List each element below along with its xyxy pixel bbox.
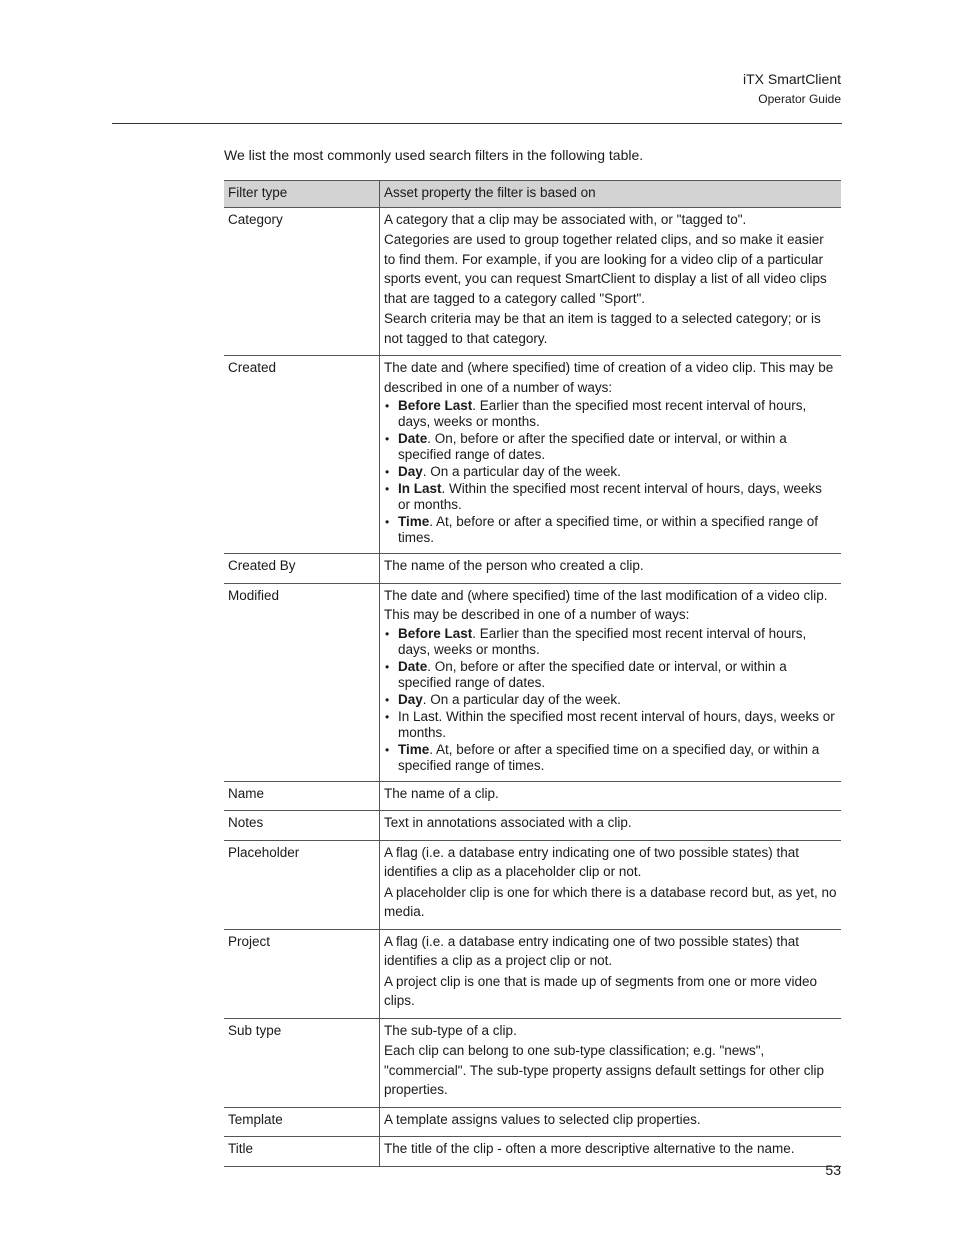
bullet-item: [384, 514, 837, 546]
filter-type-cell: Created: [224, 356, 380, 554]
filter-type-cell: Notes: [224, 811, 380, 841]
filter-type-cell: Name: [224, 781, 380, 811]
bullet-item: [384, 398, 837, 430]
filter-description-cell: [380, 554, 842, 584]
description-paragraph: Search criteria may be that an item is tagged to a selected category; or is not tagged to that category.: [384, 311, 821, 346]
filter-description-cell: [380, 811, 842, 841]
bullet-term: In Last: [398, 481, 442, 496]
bullet-text: . On a particular day of the week.: [422, 464, 621, 479]
bullet-text: . Earlier than the specified most recent interval of hours, days, weeks or months.: [398, 398, 807, 429]
description-paragraph: A flag (i.e. a database entry indicating one of two possible states) that identifies a clip as a placeholder clip or not.: [384, 844, 799, 879]
filter-type-cell: Modified: [224, 583, 380, 781]
description-paragraph: A category that a clip may be associated with, or "tagged to".: [384, 211, 747, 227]
filter-description-cell: [380, 781, 842, 811]
table-body: [224, 207, 841, 1166]
bullet-term: Time: [398, 741, 430, 757]
bullet-term: Before Last: [398, 625, 473, 641]
bullet-text: . Within the specified most recent interval of hours, days, weeks or months.: [398, 481, 822, 512]
description-paragraph: The date and (where specified) time of the last modification of a video clip. This may be described in one of a number of ways:: [384, 587, 828, 622]
table-row: [224, 356, 841, 554]
bullet-item: [384, 659, 837, 691]
document-subtitle: Operator Guide: [758, 92, 841, 106]
bullet-text: . On a particular day of the week.: [422, 691, 621, 707]
bullet-item: [384, 742, 837, 774]
table-header-row: [224, 181, 841, 208]
bullet-text: . Earlier than the specified most recent interval of hours, days, weeks or months.: [398, 625, 807, 657]
bullet-item: [384, 626, 837, 658]
bullet-list: [384, 626, 837, 774]
bullet-term: Time: [398, 514, 430, 529]
table-row: [224, 781, 841, 811]
description-paragraph: Text in annotations associated with a clip.: [384, 815, 632, 830]
filter-type-cell: Category: [224, 207, 380, 356]
table-row: [224, 1018, 841, 1107]
description-paragraph: The name of a clip.: [384, 785, 499, 801]
filter-type-cell: Title: [224, 1137, 380, 1167]
filter-description-cell: [380, 356, 842, 554]
table-row: [224, 811, 841, 841]
table-row: [224, 1107, 841, 1137]
filter-description-cell: [380, 840, 842, 929]
description-paragraph: A flag (i.e. a database entry indicating one of two possible states) that identifies a clip as a project clip or not.: [384, 933, 799, 968]
header-divider: [112, 123, 842, 124]
bullet-text: . At, before or after a specified time on a specified day, or within a specified range of times.: [398, 741, 820, 773]
bullet-list: [384, 398, 837, 546]
filter-type-cell: Created By: [224, 554, 380, 584]
description-paragraph: A placeholder clip is one for which there is a database record but, as yet, no media.: [384, 884, 837, 919]
filter-description-cell: [380, 1018, 842, 1107]
table-row: [224, 840, 841, 929]
bullet-item: [384, 464, 837, 480]
filter-type-cell: Placeholder: [224, 840, 380, 929]
description-paragraph: Categories are used to group together related clips, and so make it easier to find them. For example, if you are looking for a video clip of a particular sports event, you can request SmartClient to display a list of all video clips that are tagged to a category called "Sport".: [384, 232, 827, 306]
bullet-item: [384, 692, 837, 708]
bullet-term: Day: [398, 691, 423, 707]
table-row: [224, 554, 841, 584]
description-paragraph: A template assigns values to selected clip properties.: [384, 1111, 701, 1127]
column-header-filter-type: Filter type: [224, 181, 380, 208]
bullet-item: [384, 709, 837, 741]
filter-description-cell: [380, 929, 842, 1018]
table-row: [224, 929, 841, 1018]
filter-description-cell: [380, 207, 842, 356]
search-filters-table: [224, 180, 841, 1167]
bullet-term: Day: [398, 464, 423, 479]
description-paragraph: Each clip can belong to one sub-type classification; e.g. "news", "commercial". The sub-type property assigns default settings for other clip properties.: [384, 1043, 825, 1097]
description-paragraph: The sub-type of a clip.: [384, 1022, 517, 1038]
bullet-item: [384, 431, 837, 463]
description-paragraph: A project clip is one that is made up of segments from one or more video clips.: [384, 973, 817, 1008]
description-paragraph: The date and (where specified) time of creation of a video clip. This may be described in one of a number of ways:: [384, 360, 834, 395]
table-row: [224, 207, 841, 356]
bullet-term: Before Last: [398, 398, 473, 413]
filter-description-cell: [380, 1107, 842, 1137]
bullet-text: . On, before or after the specified date or interval, or within a specified range of dates.: [398, 431, 787, 462]
filter-type-cell: Sub type: [224, 1018, 380, 1107]
bullet-text: In Last. Within the specified most recent interval of hours, days, weeks or months.: [398, 708, 835, 740]
filter-description-cell: [380, 583, 842, 781]
bullet-term: Date: [398, 431, 428, 446]
page-number: 53: [825, 1162, 841, 1178]
document-title: iTX SmartClient: [742, 71, 841, 87]
intro-paragraph: We list the most commonly used search filters in the following table.: [224, 147, 644, 163]
filter-description-cell: [380, 1137, 842, 1167]
filter-type-cell: Project: [224, 929, 380, 1018]
filter-type-cell: Template: [224, 1107, 380, 1137]
description-paragraph: The name of the person who created a clip.: [384, 558, 644, 573]
bullet-item: [384, 481, 837, 513]
bullet-text: . On, before or after the specified date or interval, or within a specified range of dates.: [398, 658, 787, 690]
bullet-text: . At, before or after a specified time, or within a specified range of times.: [398, 514, 818, 545]
description-paragraph: The title of the clip - often a more descriptive alternative to the name.: [384, 1141, 795, 1156]
column-header-asset-property: Asset property the filter is based on: [380, 181, 842, 208]
bullet-term: Date: [398, 658, 428, 674]
table-row: [224, 583, 841, 781]
table-row: [224, 1137, 841, 1167]
